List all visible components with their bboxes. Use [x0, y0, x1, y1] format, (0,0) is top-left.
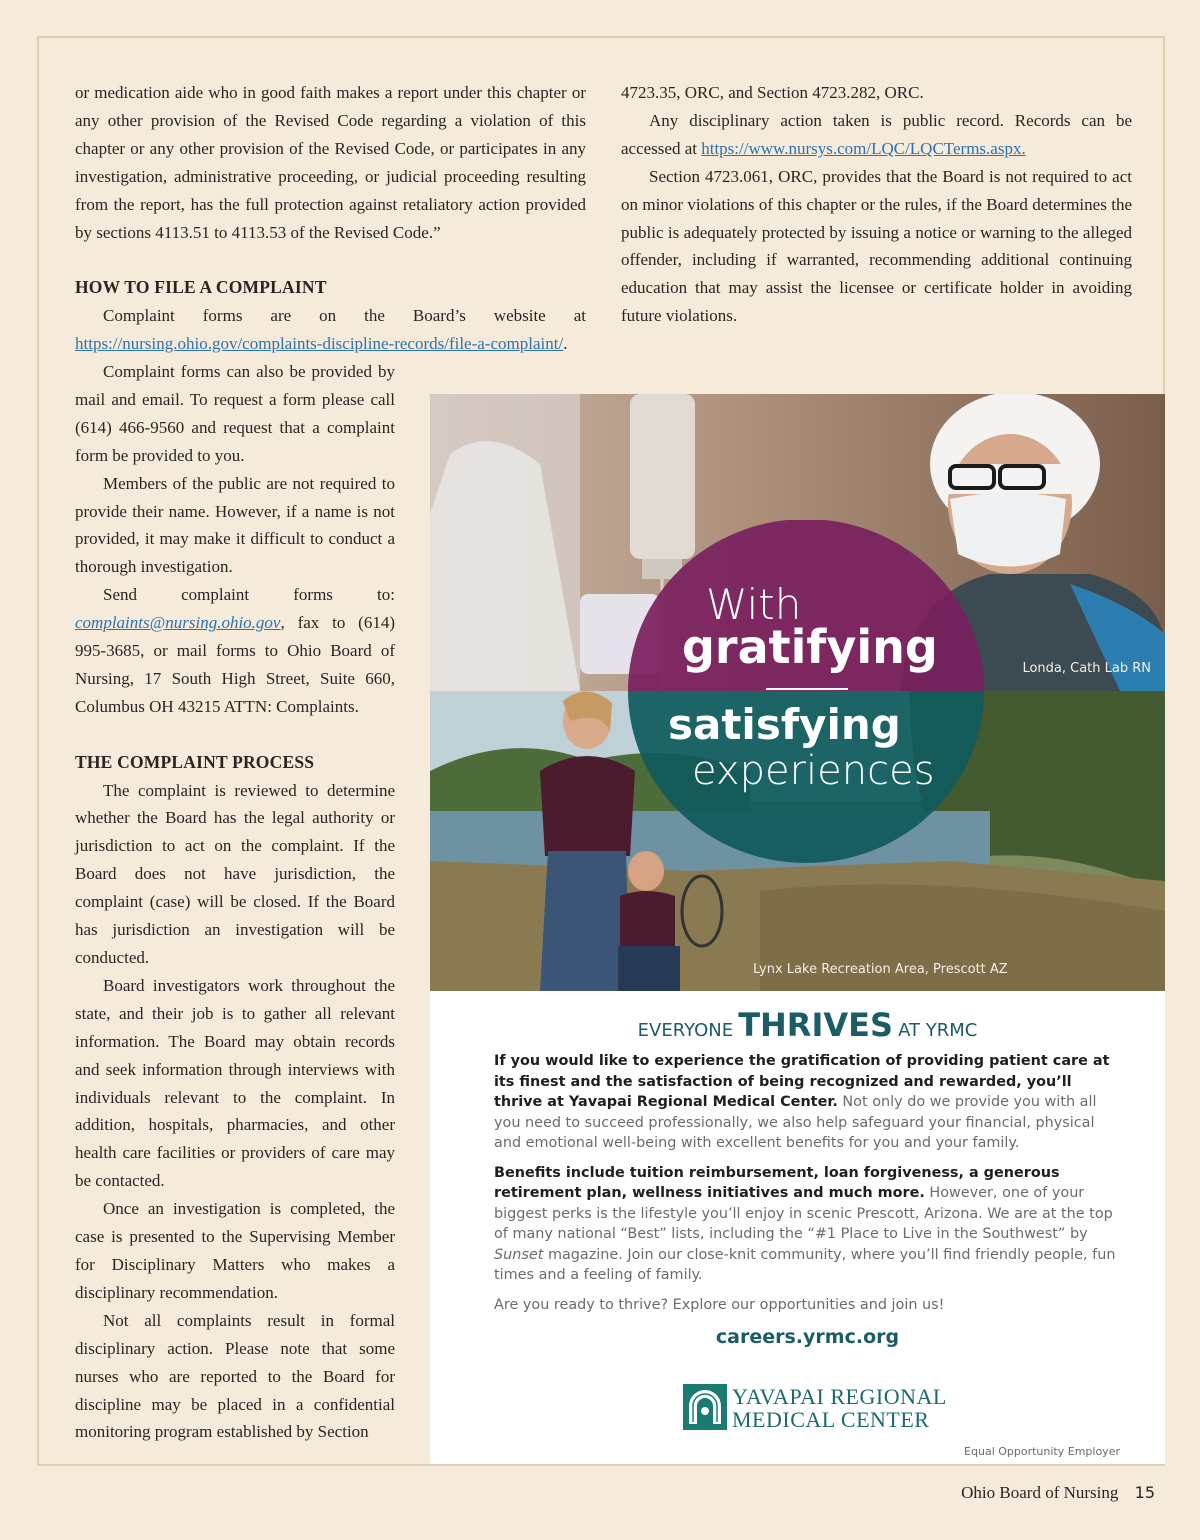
paragraph-complaint-forms: Complaint forms are on the Board’s website at https://nursing.ohio.gov/complaints-discipline-records/file-a-complaint/. — [75, 306, 586, 354]
page-footer — [961, 1483, 1155, 1503]
complaints-email-link[interactable]: complaints@nursing.ohio.gov — [75, 613, 281, 633]
file-complaint-link[interactable]: https://nursing.ohio.gov/complaints-discipline-records/file-a-complaint/ — [75, 334, 564, 354]
circle-experiences: experiences — [692, 748, 935, 794]
caption-lake: Lynx Lake Recreation Area, Prescott AZ — [753, 962, 1008, 977]
headline-circle — [626, 520, 986, 870]
paragraph-public-record: Any disciplinary action taken is public record. Records can be accessed at https://www.nursys.com/LQC/LQCTerms.aspx. — [621, 110, 1132, 158]
yrmc-logo-text: YAVAPAI REGIONAL MEDICAL CENTER — [732, 1384, 947, 1432]
circle-gratifying: gratifying — [682, 620, 938, 674]
headline-at-yrmc: AT YRMC — [898, 1020, 978, 1041]
left-column-top — [75, 79, 586, 358]
everyone-thrives-headline — [430, 1006, 1165, 1044]
paragraph-not-all-complaints: Not all complaints result in formal disciplinary action. Please note that some nurses who are reported to the Board for discipline may be placed in a confidential monitoring program established by Section — [75, 1310, 395, 1442]
paragraph-retaliation: or medication aide who in good faith makes a report under this chapter or any other provision of the Revised Code regarding a violation of this chapter or any other provision of the Revised Code, or participates in any investigation, administrative proceeding, or judicial proceeding resulting from the report, has the full protection against retaliatory action provided by sections 4113.51 to 4113.53 of the Revised Code.” — [75, 83, 586, 242]
page-number: 15 — [1134, 1483, 1155, 1502]
left-column-narrow — [75, 358, 395, 1446]
paragraph-section-4723-061: Section 4723.061, ORC, provides that the Board is not required to act on minor violations of this chapter or the rules, if the Board determines the public is adequately protected by issuing a notice or warning to the alleged offender, including if warranted, recommending additional continuing education that may assist the licensee or certificate holder in avoiding future violations. — [621, 166, 1132, 326]
yrmc-logo-icon — [683, 1384, 727, 1430]
paragraph-investigators: Board investigators work throughout the state, and their job is to gather all relevant information. The Board may obtain records and seek information through interviews with individuals relevant to the complaint. In addition, hospitals, pharmacies, and other health care facilities or providers of care may be contacted. — [75, 975, 395, 1191]
caption-nurse: Londa, Cath Lab RN — [1022, 661, 1151, 676]
paragraph-send-forms: Send complaint forms to: complaints@nursing.ohio.gov, fax to (614) 995-3685, or mail forms to Ohio Board of Nursing, 17 South High Street, Suite 660, Columbus OH 43215 ATTN: Complaints. — [75, 585, 395, 716]
paragraph-investigation-completed: Once an investigation is completed, the case is presented to the Supervising Member for Disciplinary Matters who makes a disciplinary recommendation. — [75, 1199, 395, 1302]
paragraph-orc-sections: 4723.35, ORC, and Section 4723.282, ORC. — [621, 83, 924, 102]
paragraph-reviewed: The complaint is reviewed to determine whether the Board has the legal authority or jurisdiction to act on the complaint. If the Board does not have jurisdiction, the complaint (case) will be closed. If the Board has jurisdiction an investigation will be conducted. — [75, 780, 395, 968]
nursys-link[interactable]: https://www.nursys.com/LQC/LQCTerms.aspx. — [701, 138, 1026, 158]
heading-how-to-file: HOW TO FILE A COMPLAINT — [75, 277, 327, 298]
ad-paragraph-3: Are you ready to thrive? Explore our opportunities and join us! — [494, 1296, 945, 1313]
headline-thrives: THRIVES — [738, 1006, 894, 1044]
paragraph-anonymous: Members of the public are not required to provide their name. However, if a name is not provided, it may make it difficult to conduct a thorough investigation. — [75, 473, 395, 577]
circle-with: With — [706, 580, 802, 629]
careers-url-link[interactable]: careers.yrmc.org — [715, 1326, 900, 1348]
circle-satisfying: satisfying — [668, 700, 901, 749]
equal-opportunity-employer: Equal Opportunity Employer — [964, 1445, 1120, 1458]
footer-org: Ohio Board of Nursing — [961, 1483, 1119, 1502]
ad-body — [494, 1051, 1124, 1324]
yrmc-advertisement — [430, 394, 1165, 1464]
right-column-top — [621, 79, 1132, 330]
paragraph-mail-email: Complaint forms can also be provided by mail and email. To request a form please call (614) 466-9560 and request that a complaint form be provided to you. — [75, 362, 395, 465]
ad-paragraph-2: Benefits include tuition reimbursement, loan forgiveness, a generous retirement plan, wellness initiatives and much more. However, one of your biggest perks is the lifestyle you’ll enjoy in scenic Prescott, Arizona. We are at the top of many national “Best” lists, including the “#1 Place to Live in the Southwest” by Sunset magazine. Join our close-knit community, where you’ll find friendly people, fun times and a feeling of family. — [494, 1164, 1116, 1283]
ad-paragraph-1: If you would like to experience the gratification of providing patient care at its finest and the satisfaction of being recognized and rewarded, you’ll thrive at Yavapai Regional Medical Center. Not only do we provide you with all you need to succeed professionally, we also help safeguard your financial, physical and emotional well-being with excellent benefits for you and your family. — [494, 1053, 1110, 1151]
headline-everyone: EVERYONE — [637, 1020, 734, 1041]
heading-complaint-process: THE COMPLAINT PROCESS — [75, 751, 315, 772]
